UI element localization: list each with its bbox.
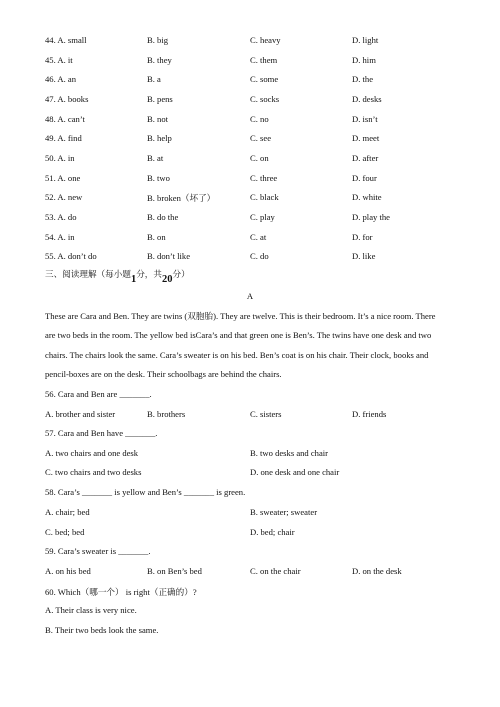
option-a: 52. A. new: [45, 192, 83, 202]
option-c: C. at: [250, 232, 267, 242]
option-c: C. heavy: [250, 35, 281, 45]
option-a: 45. A. it: [45, 55, 73, 65]
question-row-44: [0, 35, 500, 47]
option-c: C. sisters: [250, 409, 282, 419]
option-a: 51. A. one: [45, 173, 81, 183]
question-60-option-a: A. Their class is very nice.: [45, 605, 137, 615]
question-row-55: [0, 251, 500, 263]
question-56-options: [0, 409, 500, 421]
per-item-score: 1: [130, 274, 137, 285]
option-b: B. brothers: [147, 409, 186, 419]
section-heading-middle: 分，共: [136, 269, 162, 279]
option-d: D. like: [352, 251, 376, 261]
option-d: D. him: [352, 55, 376, 65]
option-c: C. them: [250, 55, 278, 65]
question-60-stem: 60. Which（哪一个） is right（正确的）?: [45, 587, 197, 597]
option-c: C. three: [250, 173, 278, 183]
question-row-52: [0, 192, 500, 204]
option-d: D. white: [352, 192, 382, 202]
option-b: B. do the: [147, 212, 179, 222]
option-d: D. the: [352, 74, 374, 84]
option-c: C. on the chair: [250, 566, 301, 576]
option-a: 55. A. don’t do: [45, 251, 97, 261]
option-d: D. meet: [352, 133, 380, 143]
question-row-49: [0, 133, 500, 145]
question-58-option-a: A. chair; bed: [45, 507, 90, 517]
option-c: C. no: [250, 114, 269, 124]
option-a: 48. A. can’t: [45, 114, 85, 124]
option-c: C. do: [250, 251, 269, 261]
option-b: B. they: [147, 55, 172, 65]
option-a: A. on his bed: [45, 566, 91, 576]
passage-line: pencil-boxes are on the desk. Their schoolbags are behind the chairs.: [45, 369, 282, 379]
option-b: B. broken（坏了）: [147, 193, 216, 203]
option-b: B. pens: [147, 94, 173, 104]
question-58-option-d: D. bed; chair: [250, 527, 295, 537]
total-score: 20: [162, 274, 173, 285]
option-b: B. at: [147, 153, 164, 163]
question-58-option-b: B. sweater; sweater: [250, 507, 318, 517]
section-heading-suffix: 分）: [172, 269, 190, 279]
option-a: A. brother and sister: [45, 409, 116, 419]
option-b: B. don’t like: [147, 251, 191, 261]
option-b: B. two: [147, 173, 170, 183]
option-d: D. desks: [352, 94, 382, 104]
question-row-48: [0, 114, 500, 126]
question-row-50: [0, 153, 500, 165]
question-row-51: [0, 173, 500, 185]
question-57-option-b: B. two desks and chair: [250, 448, 329, 458]
question-57-option-d: D. one desk and one chair: [250, 467, 340, 477]
option-c: C. some: [250, 74, 279, 84]
question-59-stem: 59. Cara’s sweater is _______.: [45, 546, 151, 556]
question-56-stem: 56. Cara and Ben are _______.: [45, 389, 152, 399]
option-b: B. help: [147, 133, 172, 143]
question-row-45: [0, 55, 500, 67]
passage-line: These are Cara and Ben. They are twins (双胞胎). They are twelve. This is their bedroom. It’s a nice room. There: [45, 311, 436, 321]
option-a: 44. A. small: [45, 35, 87, 45]
option-b: B. on: [147, 232, 166, 242]
option-c: C. on: [250, 153, 269, 163]
option-a: 49. A. find: [45, 133, 82, 143]
question-57-option-c: C. two chairs and two desks: [45, 467, 142, 477]
option-b: B. not: [147, 114, 169, 124]
option-d: D. friends: [352, 409, 387, 419]
option-a: 50. A. in: [45, 153, 75, 163]
question-57-option-a: A. two chairs and one desk: [45, 448, 139, 458]
question-57-stem: 57. Cara and Ben have _______.: [45, 428, 158, 438]
option-c: C. see: [250, 133, 272, 143]
option-a: 54. A. in: [45, 232, 75, 242]
section-heading: [45, 268, 190, 285]
option-d: D. after: [352, 153, 379, 163]
option-c: C. black: [250, 192, 279, 202]
option-b: B. big: [147, 35, 169, 45]
option-a: 53. A. do: [45, 212, 77, 222]
question-59-options: [0, 566, 500, 578]
option-d: D. four: [352, 173, 377, 183]
option-d: D. play the: [352, 212, 390, 222]
question-row-54: [0, 232, 500, 244]
option-d: D. isn’t: [352, 114, 378, 124]
question-row-53: [0, 212, 500, 224]
question-58-stem: 58. Cara’s _______ is yellow and Ben’s _______ is green.: [45, 487, 246, 497]
option-a: 47. A. books: [45, 94, 89, 104]
option-d: D. light: [352, 35, 379, 45]
question-row-47: [0, 94, 500, 106]
passage-line: chairs. The chairs look the same. Cara’s sweater is on his bed. Ben’s coat is on his chair. Their clock, books and: [45, 350, 429, 360]
passage-label: A: [246, 291, 254, 301]
option-c: C. socks: [250, 94, 280, 104]
option-b: B. on Ben’s bed: [147, 566, 202, 576]
option-d: D. on the desk: [352, 566, 402, 576]
option-c: C. play: [250, 212, 275, 222]
section-heading-prefix: 三、阅读理解（每小题: [45, 269, 131, 279]
option-d: D. for: [352, 232, 373, 242]
option-b: B. a: [147, 74, 161, 84]
passage-line: are two beds in the room. The yellow bed isCara’s and that green one is Ben’s. The twins have one desk and two: [45, 330, 432, 340]
question-58-option-c: C. bed; bed: [45, 527, 85, 537]
question-row-46: [0, 74, 500, 86]
question-60-option-b: B. Their two beds look the same.: [45, 625, 159, 635]
option-a: 46. A. an: [45, 74, 77, 84]
